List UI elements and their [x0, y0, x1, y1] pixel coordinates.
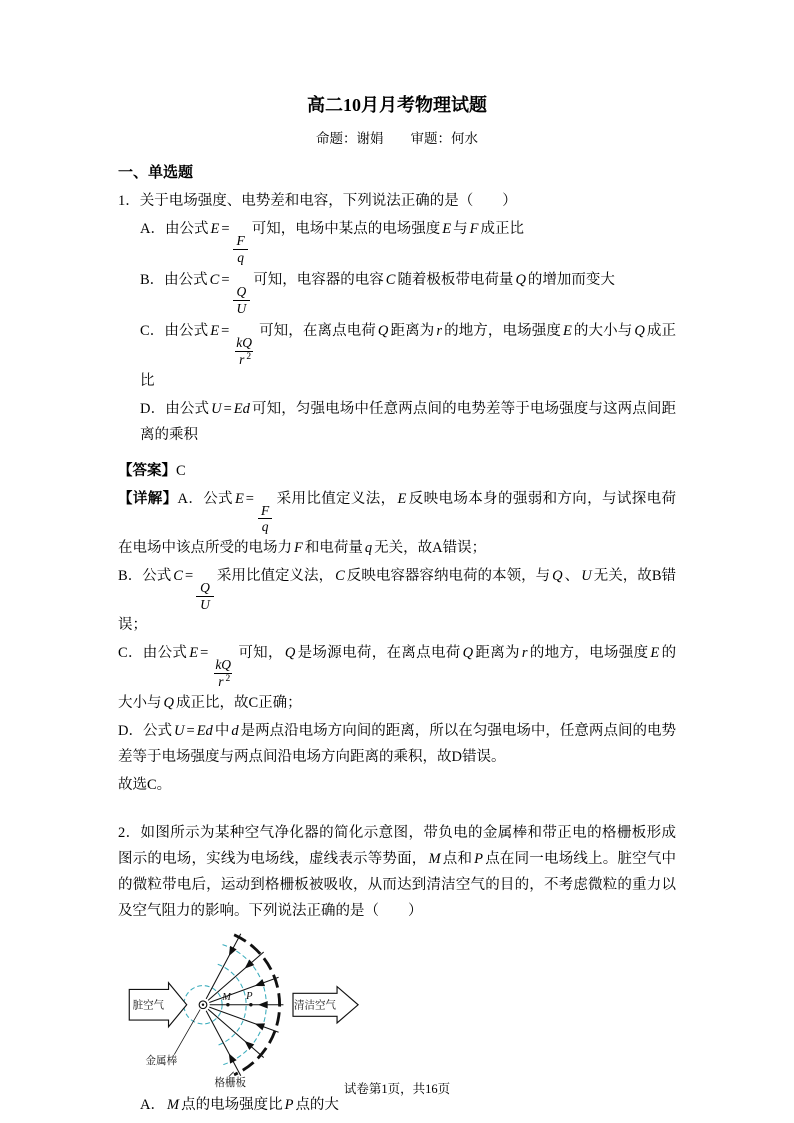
q1-detail-c: C．由公式 E = $\frac{kQ}{r ^2}$ 可知， Q 是场源电荷，在离点电荷 Q 距离为 r 的地方，电场强度 E 的大小与 Q 成正比，故C正确；	[118, 645, 677, 711]
q1-answer: 【答案】C	[118, 462, 186, 479]
q1-option-b: B．由公式 C = $\frac{Q}{U}$ 可知，电容器的电容 C 随着极板带电荷量 Q 的增加而变大	[140, 272, 615, 316]
metal-rod-label: 金属棒	[145, 1055, 178, 1067]
byline: 命题：谢娟 审题：何水	[316, 131, 478, 146]
point-m-dot	[226, 1003, 229, 1006]
q1-option-d: D．由公式 U = Ed 可知，匀强电场中任意两点间的电势差等于电场强度与这两点间距离的乘积	[140, 400, 676, 443]
q2-stem: 2．如图所示为某种空气净化器的简化示意图，带负电的金属棒和带正电的格栅板形成图示的电场，实线为电场线，虚线表示等势面， M 点和 P 点在同一电场线上。脏空气中的微粒带电后，运动到格栅板被吸收，从而达到清洁空气的目的，不考虑微粒的重力以及空气阻力的影响。下列说法正确的是（ ）	[118, 824, 677, 919]
air-purifier-diagram	[128, 932, 368, 1090]
point-p-label: P	[246, 990, 253, 1002]
q2-option-a: A． M 点的电场强度比 P 点的大	[140, 1096, 339, 1113]
q1-stem: 1．关于电场强度、电势差和电容，下列说法正确的是（ ）	[118, 193, 517, 209]
field-lines	[204, 932, 284, 1077]
clean-air-arrow	[293, 986, 358, 1022]
grid-plate-label: 格栅板	[214, 1077, 247, 1089]
q1-option-a: A．由公式 E = $\frac{F}{q}$ 可知，电场中某点的电场强度 E 与 F 成正比	[140, 221, 524, 265]
section-heading: 一、单选题	[118, 165, 194, 181]
clean-air-label: 清洁空气	[293, 1000, 337, 1012]
dirty-air-arrow	[129, 982, 186, 1026]
dirty-air-label: 脏空气	[132, 1000, 165, 1012]
q1-option-c: C．由公式 E = $\frac{kQ}{r ^2}$ 可知，在离点电荷 Q 距离为 r 的地方，电场强度 E 的大小与 Q 成正比	[140, 323, 677, 389]
q1-detail-a: 【详解】A．公式 E = $\frac{F}{q}$ 采用比值定义法， E 反映电场本身的强弱和方向，与试探电荷在电场中该点所受的电场力 F 和电荷量 q 无关，故A错误；	[118, 490, 677, 556]
document-title: 高二10月月考物理试题	[307, 95, 487, 115]
document-content	[118, 92, 676, 1120]
point-m-label: M	[222, 991, 231, 1003]
grid-plate-leader-line	[229, 1072, 234, 1077]
metal-rod-center	[202, 1003, 204, 1005]
q1-detail-d: D．公式 U = Ed 中 d 是两点沿电场方向间的距离，所以在匀强电场中，任意两点间的电势差等于电场强度与两点间沿电场方向距离的乘积，故D错误。	[118, 722, 676, 765]
q1-conclusion: 故选C。	[118, 776, 172, 793]
q1-detail-b: B．公式 C = $\frac{Q}{U}$ 采用比值定义法， C 反映电容器容纳电荷的本领，与 Q 、 U 无关，故B错误；	[118, 567, 677, 634]
page-footer: 试卷第1页，共16页	[343, 1082, 451, 1096]
point-p-dot	[249, 1003, 252, 1006]
